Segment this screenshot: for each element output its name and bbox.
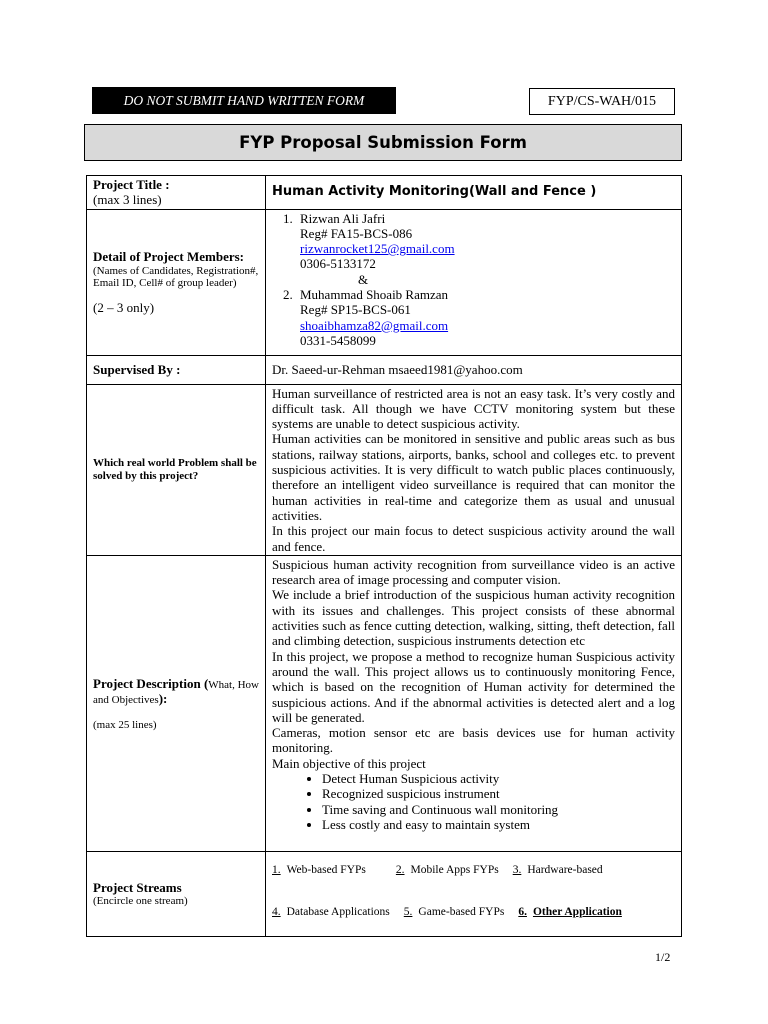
- page-number: 1/2: [655, 950, 671, 964]
- description-value-cell: [266, 555, 682, 851]
- members-count-note: (2 – 3 only): [93, 299, 155, 315]
- form-code: FYP/CS-WAH/015: [529, 88, 675, 115]
- project-title-value: Human Activity Monitoring(Wall and Fence ): [272, 184, 597, 200]
- streams-row: [87, 851, 682, 936]
- warning-banner: DO NOT SUBMIT HAND WRITTEN FORM: [92, 87, 396, 114]
- problem-paragraph: Human surveillance of restricted area is not an easy task. It’s very costly and difficult task. All though we have CCTV monitoring system but these systems are unable to detect suspicious activity.: [272, 385, 675, 432]
- description-note: (max 25 lines): [93, 718, 157, 731]
- members-note: (Names of Candidates, Registration#, Email ID, Cell# of group leader): [93, 264, 259, 290]
- members-label: Detail of Project Members:: [93, 249, 244, 265]
- stream-option-other[interactable]: 6. Other Application: [518, 906, 622, 919]
- supervisor-value-cell: [266, 355, 682, 384]
- stream-option-database[interactable]: 4. Database Applications: [272, 906, 390, 919]
- members-list: [272, 211, 675, 349]
- stream-option-web[interactable]: 1. Web-based FYPs: [272, 863, 366, 876]
- objective-item: • Detect Human Suspicious activity: [322, 771, 675, 786]
- objective-item: • Less costly and easy to maintain system: [322, 817, 675, 832]
- member-phone: 0306-5133172: [300, 256, 376, 272]
- problem-paragraph: Human activities can be monitored in sensitive and public areas such as bus stations, railway stations, airports, banks, school and colleges etc. to prevent suspicious activities. It is very difficult to watch public places continuously, therefore an intelligent video surveillance is required that can monitor the human activities in real-time and categorize them as usual and unusual activities.: [272, 431, 675, 523]
- members-label-cell: [87, 209, 266, 355]
- member-separator: &: [358, 271, 369, 287]
- streams-note: (Encircle one stream): [93, 895, 188, 908]
- member-email-link[interactable]: shoaibhamza82@gmail.com: [300, 317, 449, 333]
- description-paragraph: Suspicious human activity recognition from surveillance video is an active research area of image processing and computer vision.: [272, 556, 675, 588]
- supervisor-row: [87, 355, 682, 384]
- project-title-label: Project Title :: [93, 177, 170, 192]
- objective-item: • Recognized suspicious instrument: [322, 786, 675, 801]
- stream-option-hardware[interactable]: 3. Hardware-based: [512, 863, 603, 876]
- description-paragraph: Main objective of this project: [272, 755, 426, 771]
- problem-paragraph: In this project our main focus to detect suspicious activity around the wall and fence.: [272, 523, 675, 554]
- streams-label: Project Streams: [93, 879, 182, 895]
- description-paragraph: Cameras, motion sensor etc are basis devices use for human activity monitoring.: [272, 725, 675, 756]
- description-label-cell: [87, 555, 266, 851]
- project-title-row: [87, 176, 682, 210]
- proposal-table: [86, 175, 682, 937]
- streams-line-1: [272, 863, 675, 878]
- member-name: 2. Muhammad Shoaib Ramzan: [300, 287, 449, 303]
- project-title-value-cell: [266, 176, 682, 210]
- member-reg: Reg# SP15-BCS-061: [300, 302, 411, 318]
- member-phone: 0331-5458099: [300, 332, 376, 348]
- problem-label: Which real world Problem shall be solved by this project?: [93, 457, 257, 482]
- streams-line-2: [272, 905, 675, 920]
- streams-value-cell: [266, 851, 682, 936]
- description-label-detail: What, How and Objectives: [93, 678, 259, 707]
- member-item: [296, 287, 675, 348]
- member-item: [296, 211, 675, 287]
- project-title-note: (max 3 lines): [93, 192, 162, 208]
- problem-value-cell: [266, 384, 682, 555]
- description-row: [87, 555, 682, 851]
- project-title-label-cell: [87, 176, 266, 210]
- supervisor-value: Dr. Saeed-ur-Rehman msaeed1981@yahoo.com: [272, 361, 523, 377]
- members-row: [87, 209, 682, 355]
- members-value-cell: [266, 209, 682, 355]
- supervisor-label: Supervised By :: [93, 361, 181, 377]
- description-label-end: ):: [158, 691, 168, 707]
- description-paragraph: We include a brief introduction of the suspicious human activity recognition with its issues and challenges. This project consists of these abnormal activities such as fence cutting detection, walking, sitting, theft detection, fall and climbing detection, suspicious instruments detection etc: [272, 587, 675, 649]
- member-email-link[interactable]: rizwanrocket125@gmail.com: [300, 241, 455, 257]
- stream-option-game[interactable]: 5. Game-based FYPs: [403, 906, 505, 919]
- stream-option-mobile[interactable]: 2. Mobile Apps FYPs: [395, 863, 499, 876]
- description-label: Project Description (: [93, 675, 209, 691]
- objective-item: • Time saving and Continuous wall monitoring: [322, 802, 675, 817]
- description-paragraph: In this project, we propose a method to recognize human Suspicious activity around the wall. This project allows us to continuously monitoring Fence, which is based on the recognition of Human activity for determined the suspicious actions. And if the abnormal activities is detected alert and a log will be generated.: [272, 648, 675, 725]
- form-title: FYP Proposal Submission Form: [84, 124, 682, 161]
- streams-label-cell: [87, 851, 266, 936]
- problem-row: [87, 384, 682, 555]
- supervisor-label-cell: [87, 355, 266, 384]
- member-name: 1. Rizwan Ali Jafri: [300, 210, 386, 226]
- objectives-list: [272, 771, 675, 832]
- member-reg: Reg# FA15-BCS-086: [300, 225, 413, 241]
- problem-label-cell: [87, 384, 266, 555]
